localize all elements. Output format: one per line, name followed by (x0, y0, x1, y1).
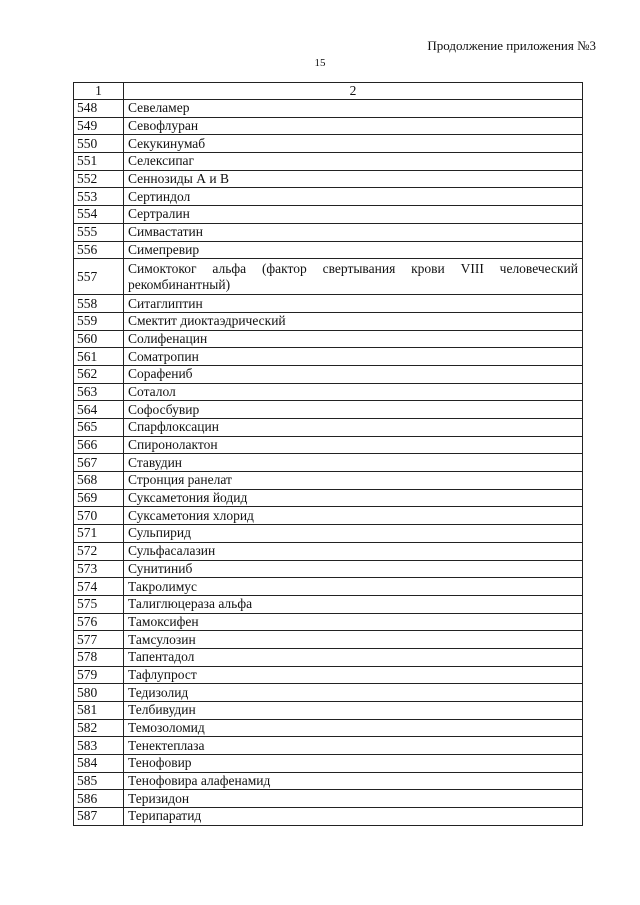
row-number-cell: 576 (74, 613, 124, 631)
drug-name-cell: Сульпирид (124, 525, 583, 543)
table-row (74, 772, 583, 790)
row-number-cell: 573 (74, 560, 124, 578)
table-row (74, 790, 583, 808)
drug-name-cell: Тенектеплаза (124, 737, 583, 755)
drug-name-cell: Тамсулозин (124, 631, 583, 649)
row-number-cell: 572 (74, 542, 124, 560)
row-number-cell: 579 (74, 666, 124, 684)
drug-name-cell: Темозоломид (124, 719, 583, 737)
table-row (74, 206, 583, 224)
row-number-cell: 586 (74, 790, 124, 808)
drug-list-table (73, 82, 583, 826)
table-row (74, 401, 583, 419)
table-header-row (74, 83, 583, 100)
row-number-cell: 558 (74, 295, 124, 313)
drug-name-cell: Ситаглиптин (124, 295, 583, 313)
row-number-cell: 568 (74, 472, 124, 490)
table-row (74, 436, 583, 454)
page-number: 15 (314, 57, 326, 69)
row-number-cell: 585 (74, 772, 124, 790)
row-number-cell: 564 (74, 401, 124, 419)
table-row (74, 383, 583, 401)
drug-name-cell: Сульфасалазин (124, 542, 583, 560)
drug-name-cell: Тенофовир (124, 755, 583, 773)
drug-name-cell: Севеламер (124, 100, 583, 118)
column-header-name: 2 (124, 83, 583, 100)
table-row (74, 702, 583, 720)
drug-name-cell: Сорафениб (124, 365, 583, 383)
table-row (74, 560, 583, 578)
drug-name-cell: Симоктоког альфа (фактор свертывания крови VIII человеческий рекомбинантный) (124, 259, 583, 295)
drug-name-cell: Сунитиниб (124, 560, 583, 578)
table-row (74, 595, 583, 613)
table-row (74, 737, 583, 755)
table-row (74, 719, 583, 737)
row-number-cell: 570 (74, 507, 124, 525)
row-number-cell: 553 (74, 188, 124, 206)
row-number-cell: 549 (74, 117, 124, 135)
drug-name-cell: Суксаметония хлорид (124, 507, 583, 525)
row-number-cell: 561 (74, 348, 124, 366)
row-number-cell: 550 (74, 135, 124, 153)
drug-name-cell: Тедизолид (124, 684, 583, 702)
row-number-cell: 557 (74, 259, 124, 295)
table-row (74, 808, 583, 826)
drug-name-cell: Теризидон (124, 790, 583, 808)
row-number-cell: 559 (74, 312, 124, 330)
row-number-cell: 584 (74, 755, 124, 773)
drug-name-cell: Талиглюцераза альфа (124, 595, 583, 613)
table-row (74, 312, 583, 330)
table-row (74, 117, 583, 135)
row-number-cell: 560 (74, 330, 124, 348)
row-number-cell: 571 (74, 525, 124, 543)
table-row (74, 631, 583, 649)
drug-name-cell: Спиронолактон (124, 436, 583, 454)
drug-name-cell: Селексипаг (124, 153, 583, 171)
table-row (74, 755, 583, 773)
drug-name-cell: Тенофовира алафенамид (124, 772, 583, 790)
row-number-cell: 574 (74, 578, 124, 596)
drug-name-cell: Такролимус (124, 578, 583, 596)
table-row (74, 578, 583, 596)
drug-name-cell: Тамоксифен (124, 613, 583, 631)
drug-name-cell: Севофлуран (124, 117, 583, 135)
table-row (74, 419, 583, 437)
row-number-cell: 552 (74, 170, 124, 188)
table-row (74, 472, 583, 490)
row-number-cell: 566 (74, 436, 124, 454)
row-number-cell: 580 (74, 684, 124, 702)
table-row (74, 365, 583, 383)
table-row (74, 489, 583, 507)
table-row (74, 454, 583, 472)
table-body (74, 100, 583, 826)
table-row (74, 330, 583, 348)
row-number-cell: 563 (74, 383, 124, 401)
drug-name-cell: Соталол (124, 383, 583, 401)
drug-name-cell: Соматропин (124, 348, 583, 366)
drug-name-cell: Симепревир (124, 241, 583, 259)
row-number-cell: 582 (74, 719, 124, 737)
drug-name-cell: Смектит диоктаэдрический (124, 312, 583, 330)
table-row (74, 613, 583, 631)
table-row (74, 135, 583, 153)
table-row (74, 259, 583, 295)
table-row (74, 525, 583, 543)
table-row (74, 241, 583, 259)
row-number-cell: 548 (74, 100, 124, 118)
table-row (74, 348, 583, 366)
row-number-cell: 581 (74, 702, 124, 720)
drug-name-cell: Сертиндол (124, 188, 583, 206)
drug-name-cell: Суксаметония йодид (124, 489, 583, 507)
row-number-cell: 565 (74, 419, 124, 437)
table-row (74, 542, 583, 560)
drug-name-cell: Терипаратид (124, 808, 583, 826)
drug-name-cell: Симвастатин (124, 223, 583, 241)
table-row (74, 170, 583, 188)
drug-name-cell: Тафлупрост (124, 666, 583, 684)
row-number-cell: 567 (74, 454, 124, 472)
row-number-cell: 551 (74, 153, 124, 171)
row-number-cell: 554 (74, 206, 124, 224)
row-number-cell: 587 (74, 808, 124, 826)
column-header-number: 1 (74, 83, 124, 100)
table-row (74, 684, 583, 702)
table-row (74, 648, 583, 666)
appendix-continuation-label: Продолжение приложения №3 (427, 38, 596, 53)
drug-name-cell: Ставудин (124, 454, 583, 472)
row-number-cell: 575 (74, 595, 124, 613)
drug-name-cell: Софосбувир (124, 401, 583, 419)
drug-name-cell: Тапентадол (124, 648, 583, 666)
row-number-cell: 578 (74, 648, 124, 666)
drug-name-cell: Стронция ранелат (124, 472, 583, 490)
row-number-cell: 556 (74, 241, 124, 259)
table-row (74, 188, 583, 206)
table-row (74, 153, 583, 171)
table-row (74, 223, 583, 241)
row-number-cell: 562 (74, 365, 124, 383)
row-number-cell: 577 (74, 631, 124, 649)
row-number-cell: 555 (74, 223, 124, 241)
drug-name-cell: Солифенацин (124, 330, 583, 348)
drug-name-cell: Сертралин (124, 206, 583, 224)
row-number-cell: 583 (74, 737, 124, 755)
table-row (74, 100, 583, 118)
drug-name-cell: Сеннозиды А и В (124, 170, 583, 188)
row-number-cell: 569 (74, 489, 124, 507)
table-row (74, 295, 583, 313)
table-row (74, 666, 583, 684)
drug-name-cell: Телбивудин (124, 702, 583, 720)
drug-name-cell: Секукинумаб (124, 135, 583, 153)
drug-name-cell: Спарфлоксацин (124, 419, 583, 437)
table-row (74, 507, 583, 525)
